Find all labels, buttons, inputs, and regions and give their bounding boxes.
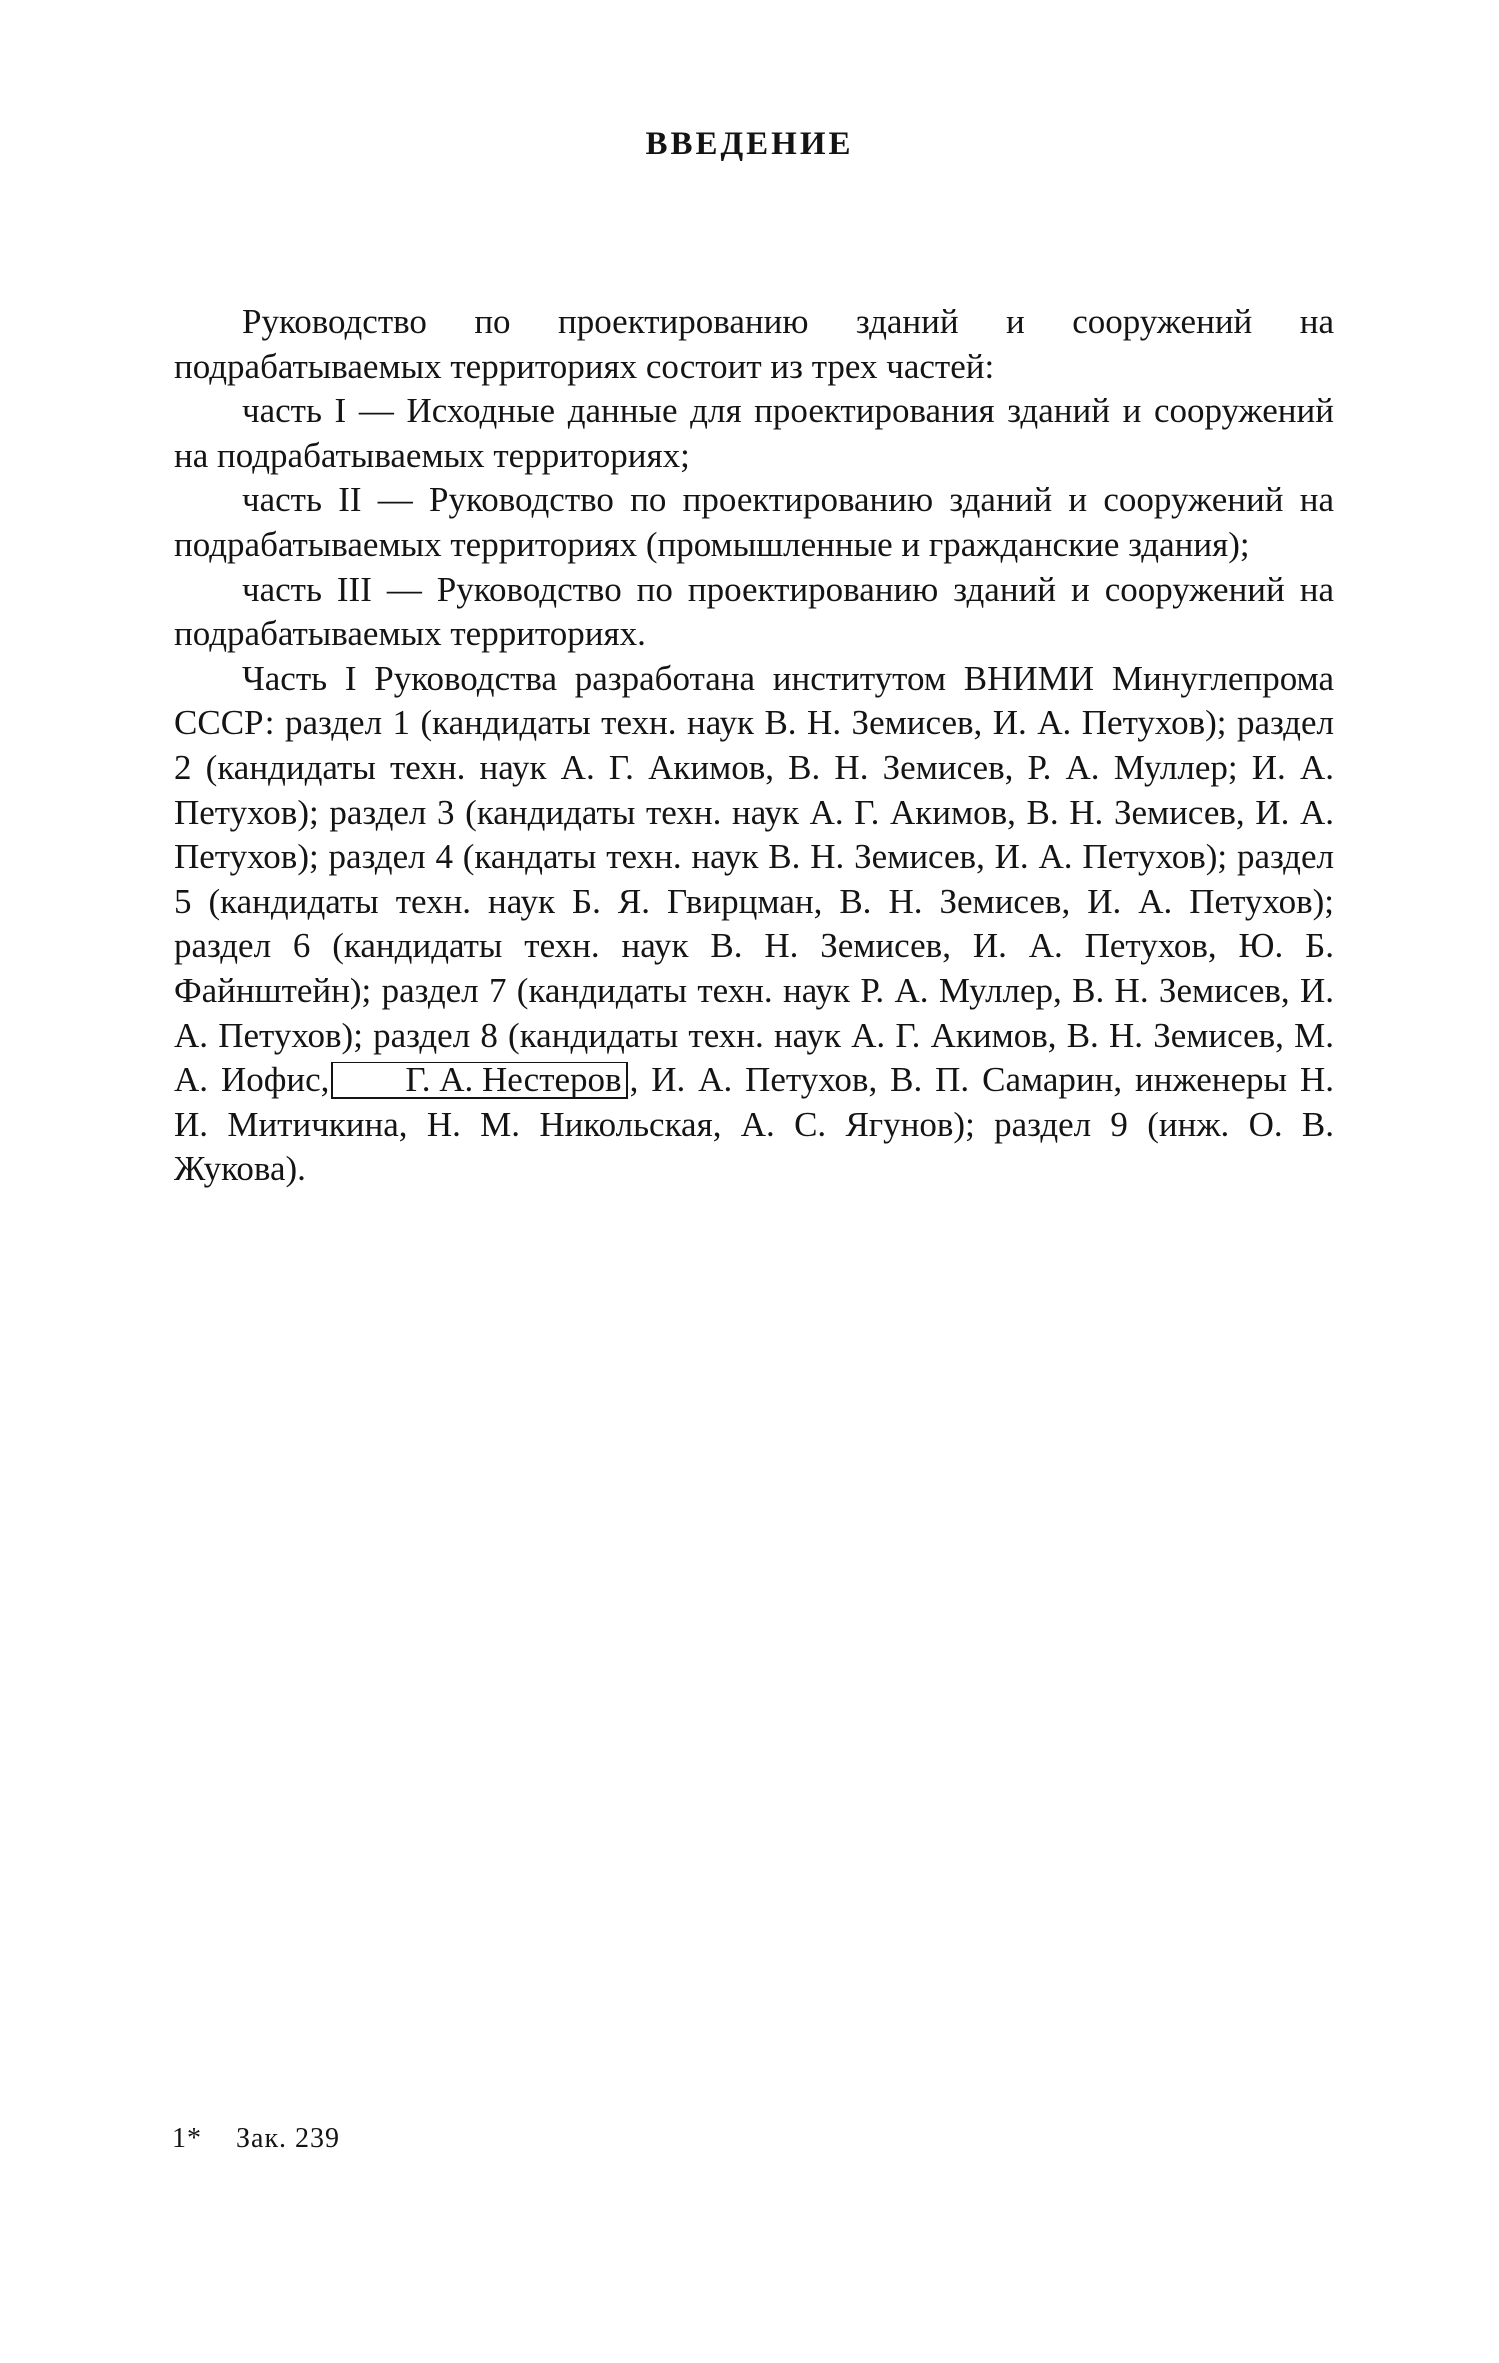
part-three-paragraph: часть III — Руководство по проектированию зданий и сооружений на подрабатываемых территориях. (174, 569, 1334, 654)
intro-paragraph: Руководство по проектированию зданий и сооружений на подрабатываемых территориях состоит из трех частей: (174, 302, 1334, 386)
authors-paragraph (174, 657, 1334, 1192)
part-one-paragraph: часть I — Исходные данные для проектирования зданий и сооружений на подрабатываемых территориях; (174, 391, 1334, 475)
order-number: Зак. 239 (236, 2123, 341, 2154)
page-footer (172, 2123, 340, 2155)
page-title: ВВЕДЕНИЕ (645, 126, 854, 162)
authors-text-after: , И. А. Петухов, В. П. Самарин, инженеры Н. И. Митичкина, Н. М. Никольская, А. С. Ягунов); раздел 9 (инж. О. В. Жукова). (174, 1060, 1334, 1189)
part-two-paragraph: часть II — Руководство по проектированию зданий и сооружений на подрабатываемых территориях (промышленные и гражданские здания); (174, 480, 1334, 564)
sheet-mark: 1* (172, 2123, 202, 2154)
introduction-body (174, 300, 1334, 1192)
boxed-name: Г. А. Нестеров (331, 1062, 627, 1099)
authors-text-before: Часть I Руководства разработана институтом ВНИМИ Минуглепрома СССР: раздел 1 (кандидаты техн. наук В. Н. Земисев, И. А. Петухов); раздел 2 (кандидаты техн. наук А. Г. Акимов, В. Н. Земисев, Р. А. Муллер; И. А. Петухов); раздел 3 (кандидаты техн. наук А. Г. Акимов, В. Н. Земисев, И. А. Петухов); раздел 4 (кандаты техн. наук В. Н. Земисев, И. А. Петухов); раздел 5 (кандидаты техн. наук Б. Я. Гвирцман, В. Н. Земисев, И. А. Петухов); раздел 6 (кандидаты техн. наук В. Н. Земисев, И. А. Петухов, Ю. Б. Файнштейн); раздел 7 (кандидаты техн. наук Р. А. Муллер, В. Н. Земисев, И. А. Петухов); раздел 8 (кандидаты техн. наук А. Г. Акимов, В. Н. Земисев, М. А. Иофис, (174, 658, 1334, 1100)
